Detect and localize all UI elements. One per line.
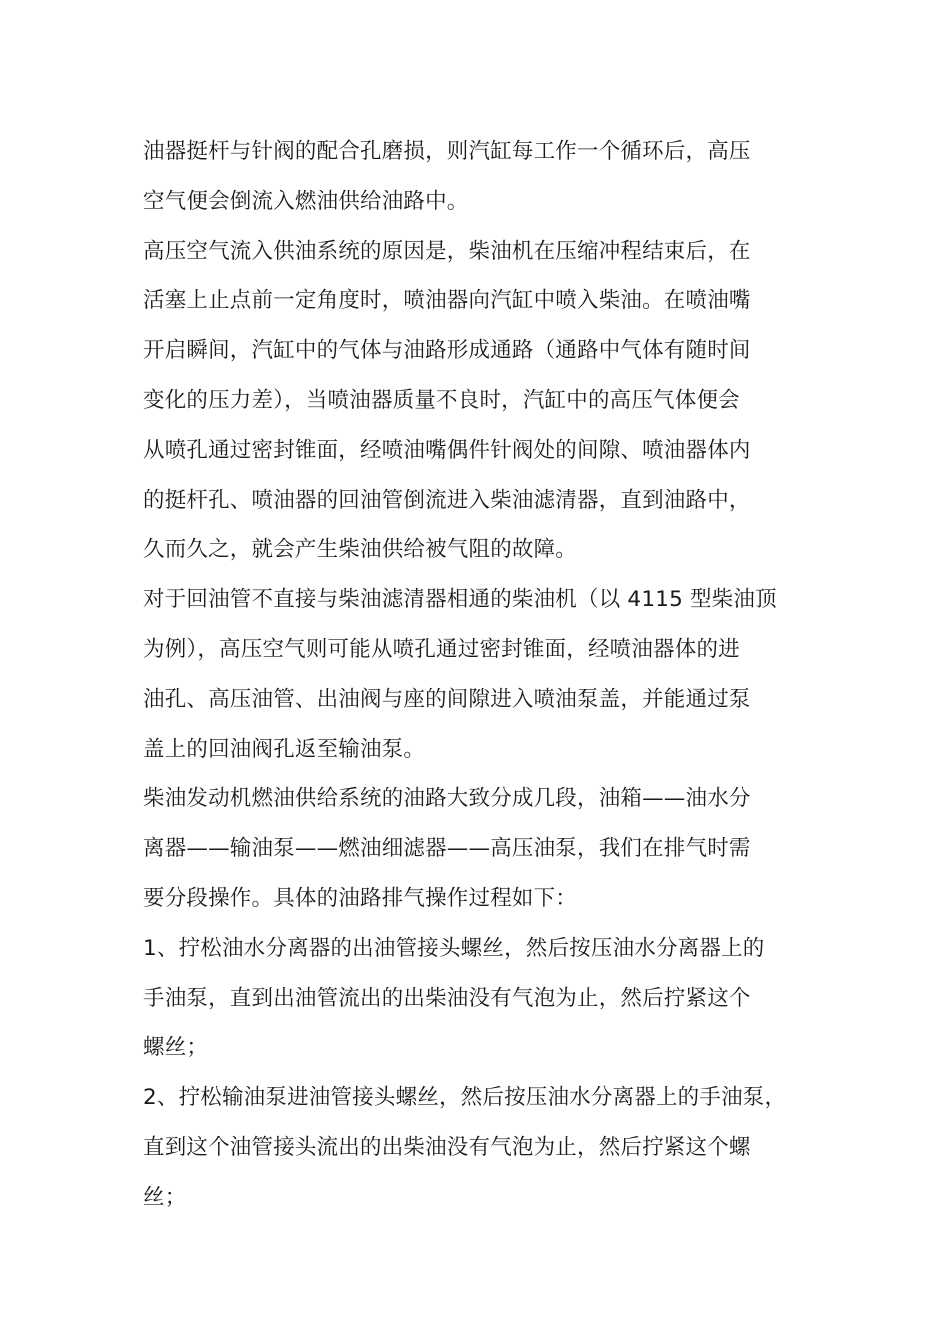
text-line: 对于回油管不直接与柴油滤清器相通的柴油机（以 4115 型柴油顶 bbox=[143, 587, 777, 613]
text-line: 离器——输油泵——燃油细滤器——高压油泵，我们在排气时需 bbox=[143, 836, 751, 862]
text-line: 直到这个油管接头流出的出柴油没有气泡为止，然后拧紧这个螺 bbox=[143, 1134, 751, 1160]
text-line: 2、拧松输油泵进油管接头螺丝，然后按压油水分离器上的手油泵， bbox=[143, 1085, 787, 1111]
text-line: 油器挺杆与针阀的配合孔磨损，则汽缸每工作一个循环后，高压 bbox=[143, 139, 751, 164]
text-line: 从喷孔通过密封锥面，经喷油嘴偶件针阀处的间隙、喷油器体内 bbox=[143, 437, 751, 463]
text-line: 开启瞬间，汽缸中的气体与油路形成通路（通路中气体有随时间 bbox=[143, 338, 751, 364]
text-line: 活塞上止点前一定角度时，喷油器向汽缸中喷入柴油。在喷油嘴 bbox=[143, 288, 751, 314]
text-line: 久而久之，就会产生柴油供给被气阻的故障。 bbox=[143, 537, 578, 563]
text-line: 螺丝； bbox=[143, 1035, 209, 1061]
text-line: 盖上的回油阀孔返至输油泵。 bbox=[143, 736, 426, 762]
text-line: 为例），高压空气则可能从喷孔通过密封锥面，经喷油器体的进 bbox=[143, 636, 740, 662]
text-line: 丝； bbox=[143, 1184, 187, 1210]
text-line: 高压空气流入供油系统的原因是，柴油机在压缩冲程结束后，在 bbox=[143, 238, 751, 264]
text-line: 要分段操作。具体的油路排气操作过程如下： bbox=[143, 885, 578, 911]
text-line: 油孔、高压油管、出油阀与座的间隙进入喷油泵盖，并能通过泵 bbox=[143, 686, 751, 712]
text-line: 空气便会倒流入燃油供给油路中。 bbox=[143, 188, 469, 214]
text-line: 柴油发动机燃油供给系统的油路大致分成几段，油箱——油水分 bbox=[143, 786, 751, 812]
text-line: 变化的压力差），当喷油器质量不良时，汽缸中的高压气体便会 bbox=[143, 387, 740, 413]
document-body bbox=[143, 127, 813, 1223]
text-line: 1、拧松油水分离器的出油管接头螺丝，然后按压油水分离器上的 bbox=[143, 935, 765, 961]
text-line: 的挺杆孔、喷油器的回油管倒流进入柴油滤清器，直到油路中， bbox=[143, 487, 751, 513]
text-line: 手油泵，直到出油管流出的出柴油没有气泡为止，然后拧紧这个 bbox=[143, 985, 751, 1011]
